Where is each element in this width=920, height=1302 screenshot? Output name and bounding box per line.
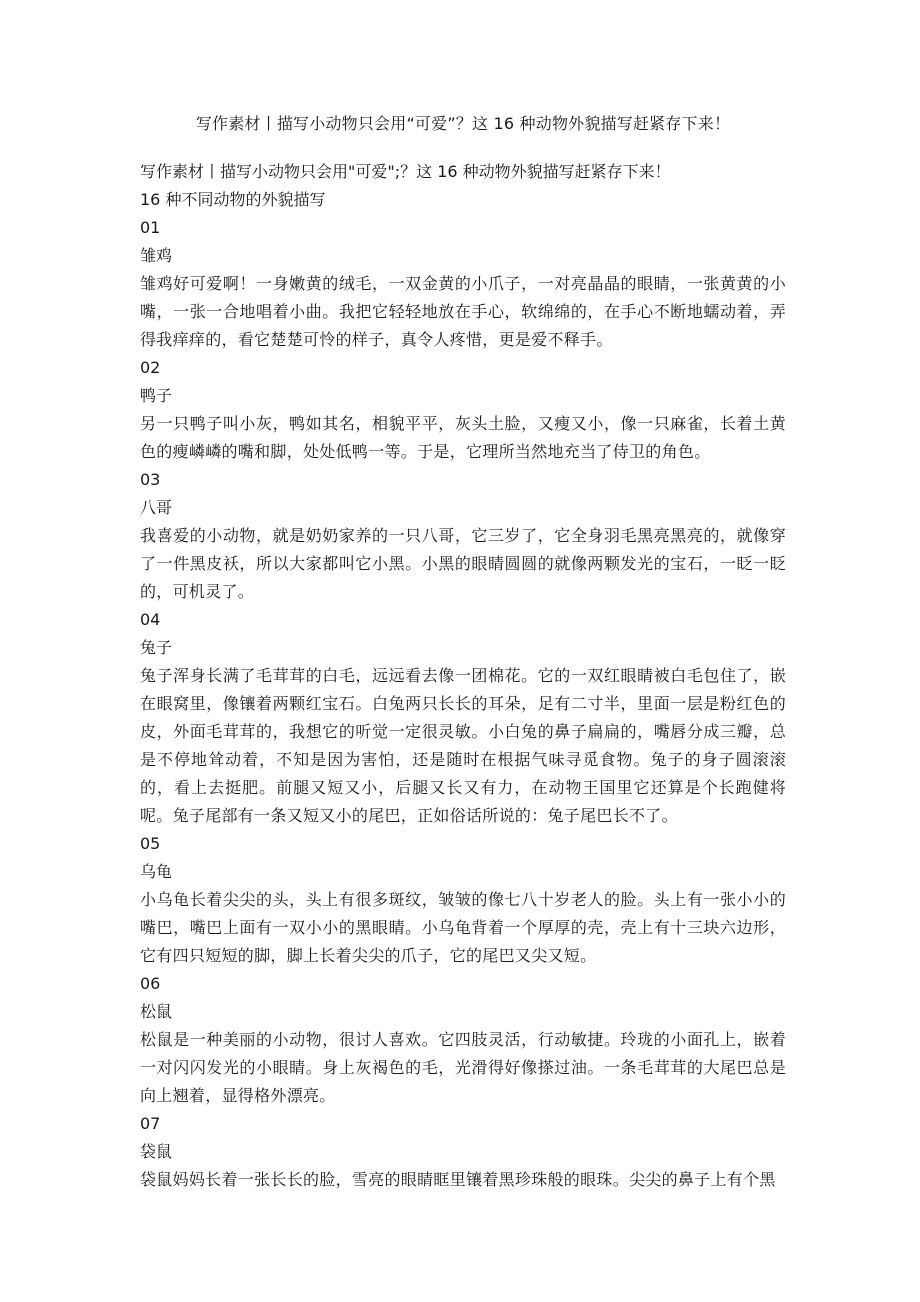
document-subtitle: 写作素材丨描写小动物只会用"可爱";？这 16 种动物外貌描写赶紧存下来！ (140, 162, 671, 181)
section-number: 02 (140, 358, 161, 377)
section-number: 05 (140, 834, 161, 853)
section-animal-name: 松鼠 (140, 1002, 173, 1021)
document-title: 写作素材丨描写小动物只会用“可爱”？这 16 种动物外貌描写赶紧存下来！ (195, 114, 731, 133)
section-01 (140, 214, 786, 354)
section-number: 07 (140, 1114, 161, 1133)
section-animal-name: 兔子 (140, 638, 173, 657)
section-03 (140, 466, 786, 606)
section-paragraph: 我喜爱的小动物，就是奶奶家养的一只八哥，它三岁了，它全身羽毛黑亮黑亮的，就像穿了一件黑皮袄，所以大家都叫它小黑。小黑的眼睛圆圆的就像两颗发光的宝石，一眨一眨的，可机灵了。 (140, 526, 786, 601)
section-paragraph: 雏鸡好可爱啊！一身嫩黄的绒毛，一双金黄的小爪子，一对亮晶晶的眼睛，一张黄黄的小嘴，一张一合地唱着小曲。我把它轻轻地放在手心，软绵绵的，在手心不断地蠕动着，弄得我痒痒的，看它楚楚可怜的样子，真令人疼惜，更是爱不释手。 (140, 274, 786, 349)
section-number: 01 (140, 218, 161, 237)
section-number: 06 (140, 974, 161, 993)
section-05 (140, 830, 786, 970)
section-animal-name: 雏鸡 (140, 246, 173, 265)
document-page (140, 112, 786, 1194)
section-number: 04 (140, 610, 161, 629)
section-paragraph: 另一只鸭子叫小灰，鸭如其名，相貌平平，灰头土脸，又瘦又小，像一只麻雀，长着土黄色的瘦嶙嶙的嘴和脚，处处低鸭一等。于是，它理所当然地充当了侍卫的角色。 (140, 414, 786, 461)
section-04 (140, 606, 786, 830)
section-07 (140, 1110, 786, 1194)
section-paragraph: 袋鼠妈妈长着一张长长的脸，雪亮的眼睛眶里镶着黑珍珠般的眼珠。尖尖的鼻子上有个黑 (140, 1170, 776, 1189)
section-paragraph: 兔子浑身长满了毛茸茸的白毛，远远看去像一团棉花。它的一双红眼睛被白毛包住了，嵌在眼窝里，像镶着两颗红宝石。白兔两只长长的耳朵，足有二寸半，里面一层是粉红色的皮，外面毛茸茸的，我想它的听觉一定很灵敏。小白兔的鼻子扁扁的，嘴唇分成三瓣，总是不停地耸动着，不知是因为害怕，还是随时在根据气味寻觅食物。兔子的身子圆滚滚的，看上去挺肥。前腿又短又小，后腿又长又有力，在动物王国里它还算是个长跑健将呢。兔子尾部有一条又短又小的尾巴，正如俗话所说的：兔子尾巴长不了。 (140, 666, 786, 825)
section-animal-name: 袋鼠 (140, 1142, 173, 1161)
section-02 (140, 354, 786, 466)
section-animal-name: 乌龟 (140, 862, 173, 881)
section-paragraph: 小乌龟长着尖尖的头，头上有很多斑纹，皱皱的像七八十岁老人的脸。头上有一张小小的嘴巴，嘴巴上面有一双小小的黑眼睛。小乌龟背着一个厚厚的壳，壳上有十三块六边形，它有四只短短的脚，脚上长着尖尖的爪子，它的尾巴又尖又短。 (140, 890, 786, 965)
section-06 (140, 970, 786, 1110)
section-animal-name: 鸭子 (140, 386, 173, 405)
section-paragraph: 松鼠是一种美丽的小动物，很讨人喜欢。它四肢灵活，行动敏捷。玲珑的小面孔上，嵌着一对闪闪发光的小眼睛。身上灰褐色的毛，光滑得好像搽过油。一条毛茸茸的大尾巴总是向上翘着，显得格外漂亮。 (140, 1030, 786, 1105)
section-animal-name: 八哥 (140, 498, 173, 517)
section-number: 03 (140, 470, 161, 489)
document-intro: 16 种不同动物的外貌描写 (140, 190, 326, 209)
